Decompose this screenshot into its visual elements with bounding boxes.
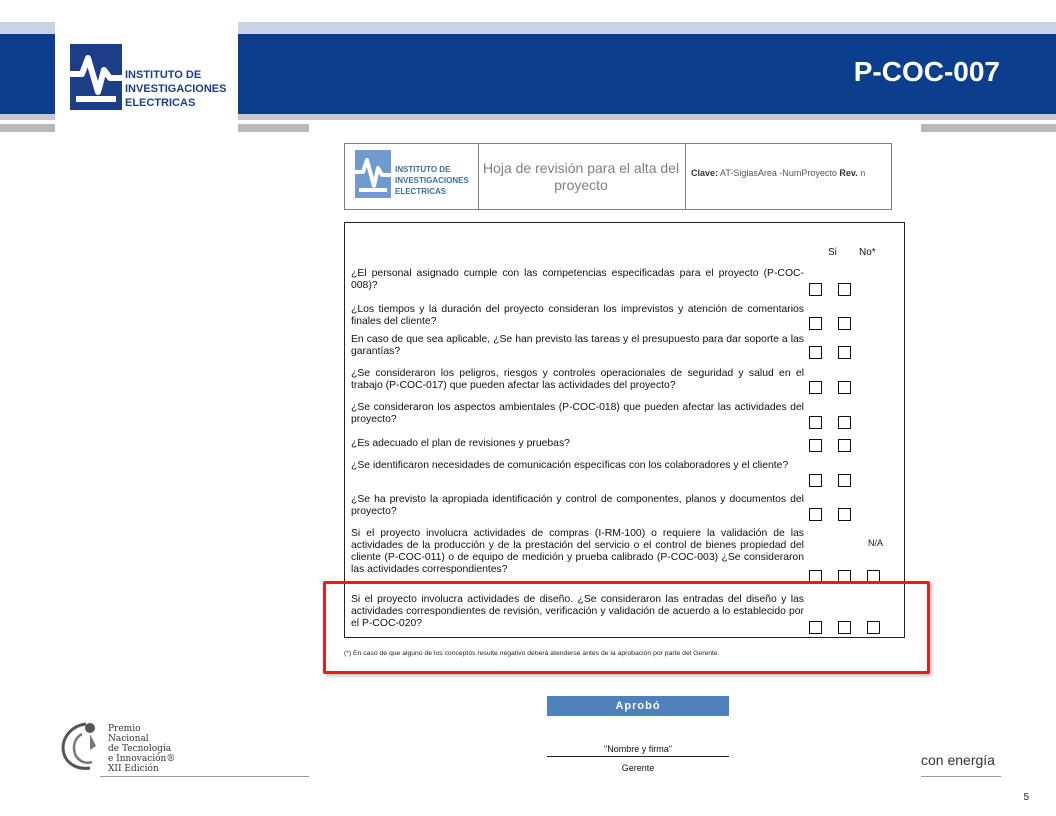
rev-value: n: [860, 168, 866, 178]
slide-title: P-COC-007: [853, 56, 1000, 87]
form-org-name: INSTITUTO DE INVESTIGACIONES ELECTRICAS: [395, 165, 469, 196]
checkbox-no[interactable]: [838, 508, 851, 521]
clave-value: AT-SiglasArea -NumProyecto: [720, 168, 837, 178]
form-header-divider: [685, 144, 686, 209]
footer-rule: [100, 776, 309, 777]
checkbox-si[interactable]: [809, 474, 822, 487]
checklist-question: Si el proyecto involucra actividades de diseño. ¿Se consideraron las entradas del diseño y las actividades correspondientes de revisión, verificación y validación de acuerdo a lo establecido por el P-COC-020?: [351, 594, 804, 629]
checkbox-no[interactable]: [838, 317, 851, 330]
checkbox-si[interactable]: [809, 283, 822, 296]
checkbox-no[interactable]: [838, 283, 851, 296]
checklist-question: ¿Es adecuado el plan de revisiones y pruebas?: [351, 438, 570, 449]
checklist-question: ¿Se identificaron necesidades de comunicación específicas con los colaboradores y el cliente?: [351, 460, 789, 471]
checkbox-no[interactable]: [838, 381, 851, 394]
checkbox-no[interactable]: [838, 439, 851, 452]
form-header-divider: [478, 144, 479, 209]
checkbox-no[interactable]: [838, 474, 851, 487]
checkbox-si[interactable]: [809, 439, 822, 452]
form-code: [691, 168, 865, 178]
iie-logo-icon: [70, 44, 122, 110]
approval-header: Aprobó: [547, 696, 729, 716]
iie-form-logo-icon: [355, 150, 391, 198]
checkbox-no[interactable]: [838, 346, 851, 359]
highlight-annotation-box: [323, 581, 930, 674]
signature-line: [547, 756, 729, 757]
signature-label: "Nombre y firma": [604, 744, 672, 754]
checklist-question: ¿El personal asignado cumple con las competencias especificadas para el proyecto (P-COC-008)?: [351, 268, 804, 291]
checkbox-si[interactable]: [809, 381, 822, 394]
checklist-question: ¿Se consideraron los peligros, riesgos y controles operacionales de seguridad y salud en el trabajo (P-COC-017) que pueden afectar las actividades del proyecto?: [351, 368, 804, 391]
checkbox-si[interactable]: [809, 317, 822, 330]
column-header-na: N/A: [868, 538, 884, 548]
clave-label: Clave:: [691, 168, 719, 178]
signature-role: Gerente: [621, 763, 655, 773]
premio-logo-icon: [56, 716, 106, 774]
checklist-question: En caso de que sea aplicable, ¿Se han previsto las tareas y el presupuesto para dar soporte a las garantías?: [351, 334, 804, 357]
column-header-no: No*: [859, 247, 876, 258]
checkbox-no[interactable]: [838, 416, 851, 429]
column-header-si: Si: [828, 247, 837, 258]
org-name: INSTITUTO DE INVESTIGACIONES ELECTRICAS: [125, 69, 227, 109]
form-header: [344, 143, 892, 210]
form-footnote: (*) En caso de que alguno de los conceptos resulte negativo deberá atenderse antes de la aprobación por parte del Gerente.: [344, 650, 720, 657]
footer-tagline: con energía: [921, 752, 995, 768]
checklist-question: Si el proyecto involucra actividades de compras (I-RM-100) o requiere la validación de las actividades de la producción y de la prestación del servicio o el control de bienes propiedad del cliente (P-COC-011) o de equipo de medición y prueba calibrado (P-COC-003) ¿Se consideraron las actividades correspondientes?: [351, 528, 804, 575]
rev-label: Rev.: [839, 168, 858, 178]
checkbox-si[interactable]: [809, 508, 822, 521]
premio-text: Premio Nacional de Tecnología e Innovación® XII Edición: [108, 724, 176, 774]
footer-rule: [921, 776, 1001, 777]
checklist-question: ¿Se consideraron los aspectos ambientales (P-COC-018) que pueden afectar las actividades del proyecto?: [351, 402, 804, 425]
checkbox-si[interactable]: [809, 346, 822, 359]
checklist-question: ¿Los tiempos y la duración del proyecto consideran los imprevistos y atención de comentarios finales del cliente?: [351, 304, 804, 327]
checklist-question: ¿Se ha previsto la apropiada identificación y control de componentes, planos y documentos del proyecto?: [351, 494, 804, 517]
checkbox-si[interactable]: [809, 416, 822, 429]
page-number: 5: [1023, 792, 1029, 803]
form-title: Hoja de revisión para el alta del proyecto: [482, 160, 680, 193]
